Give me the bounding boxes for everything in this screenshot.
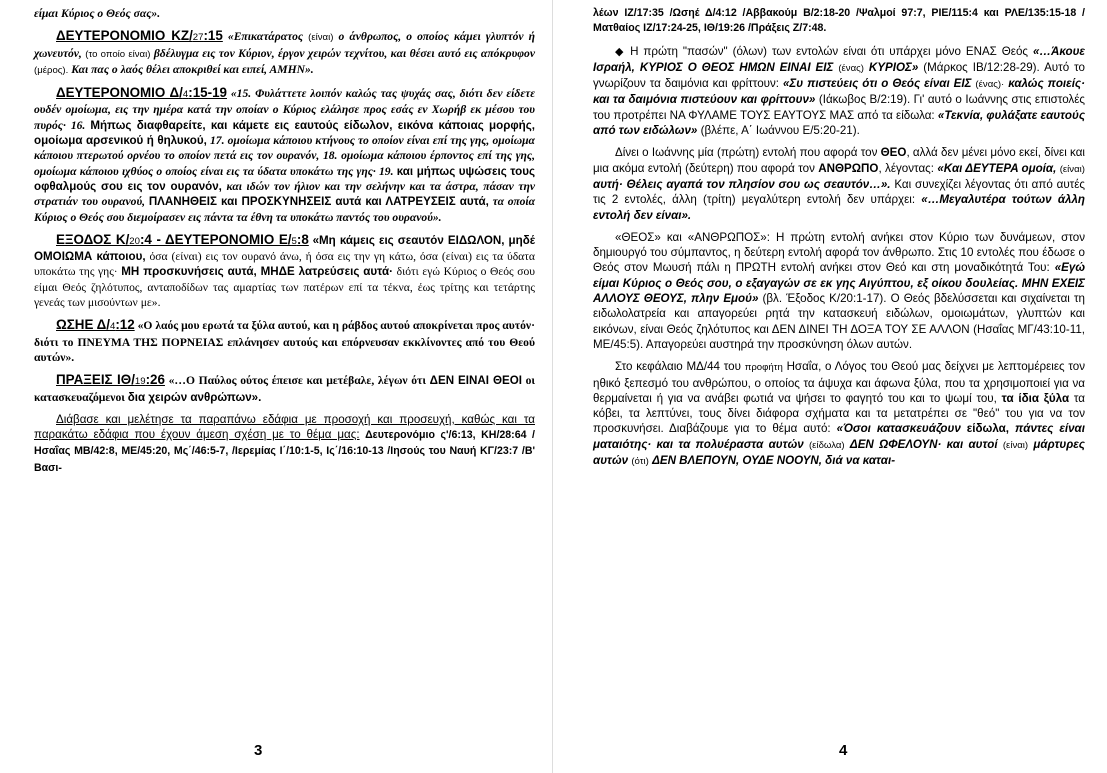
left-paragraph-6: Διάβασε και μελέτησε τα παραπάνω εδάφια με προσοχή και προσευχή, καθώς και τα παρακάτω εδάφια που έχουν άμεση σχέση με το θέμα μας: Δευτερονόμιο ς'/6:13, ΚΗ/28:64 /Ησαΐας ΜΒ/42:8, ΜΕ/45:20, Μς΄/46:5-7, /Ιερεμίας Ι΄/10:1-5, Ις΄/16:10-13 /Ιησούς του Ναυή ΚΓ/23:7 /Β' Βασι-: [34, 412, 535, 474]
right-paragraph-3: «ΘΕΟΣ» και «ΑΝΘΡΩΠΟΣ»: Η πρώτη εντολή ανήκει στον Κύριο των δυνάμεων, στον δημιουργό του σύμπαντος, η δεύτερη εντολή αφορά τον άνθρωπο. Στις 10 εντολές που έδωσε ο Θεός στον Μωυσή πάλι η ΠΡΩΤΗ εντολή ανήκει στον Θεό και στη μοναδικότητά Του: «Εγώ είμαι Κύριος ο Θεός σου, ο εξαγαγών σε εκ γης Αιγύπτου, εξ οίκου δουλείας. ΜΗΝ ΕΧΕΙΣ ΑΛΛΟΥΣ ΘΕΟΥΣ, πλην Εμού» (βλ. Έξοδος Κ/20:1-17). Ο Θεός βδελύσσεται και σιχαίνεται τη ειδωλολατρεία και απαγορεύει ρητά την κατασκευή ειδώλων, ομοιωμάτων, γλυπτών και εικόνων, είναι Θεός ζηλότυπος και ΔΕΝ ΔΙΝΕΙ ΤΗ ΔΟΞΑ ΤΟΥ ΣΕ ΑΛΛΟΝ (Ησαΐας ΜΓ/43:10-11, ΜΕ/45:5). Απαγορεύει αυστηρά την προσκύνηση όλων αυτών.: [593, 230, 1085, 351]
page-number-right: 4: [839, 742, 848, 759]
left-paragraph-5: ΠΡΑΞΕΙΣ ΙΘ/19:26 «…Ο Παύλος ούτος έπεισε και μετέβαλε, λέγων ότι ΔΕΝ ΕΙΝΑΙ ΘΕΟΙ οι κατασκευαζόμενοι δια χειρών ανθρώπων».: [34, 372, 535, 404]
right-paragraph-4: Στο κεφάλαιο ΜΔ/44 του προφήτη Ησαΐα, ο Λόγος του Θεού μας δείχνει με λεπτομέρειες τον ηθικό ξεπεσμό του ανθρώπου, ο οποίος τα άψυχα και άφωνα ξύλα, που τα χρησιμοποιεί για να θερμαίνεται ή για να ανάβει φωτιά να ψήσει το φαγητό του και το ψωμί του, τα ίδια ξύλα τα κόβει, τα λεπτύνει, τους δίνει διάφορα σχήματα και τα μετατρέπει σε "θεό" του για να τον προσκυνήσει. Διαβάζουμε για το θέμα αυτό: «Όσοι κατασκευάζουν είδωλα, πάντες είναι ματαιότης· και τα πολυέραστα αυτών (είδωλα) ΔΕΝ ΩΦΕΛΟΥΝ· και αυτοί (είναι) μάρτυρες αυτών (ότι) ΔΕΝ ΒΛΕΠΟΥΝ, ΟΥΔΕ ΝΟΟΥΝ, διά να καται-: [593, 360, 1085, 468]
right-top-line: λέων ΙΖ/17:35 /Ωσηέ Δ/4:12 /Αββακούμ Β/2:18-20 /Ψαλμοί 97:7, ΡΙΕ/115:4 και ΡΛΕ/135:15-18 /Ματθαίος ΙΖ/17:24-25, ΙΘ/19:26 /Πράξεις Ζ/7:48.: [593, 7, 1085, 35]
diamond-bullet-icon: ◆: [615, 45, 626, 58]
left-paragraph-3: ΕΞΟΔΟΣ Κ/20:4 - ΔΕΥΤΕΡΟΝΟΜΙΟ Ε/5:8 «Μη κάμεις εις σεαυτόν ΕΙΔΩΛΟΝ, μηδέ ΟΜΟΙΩΜΑ κάποιου, όσα (είναι) εις τον ουρανό άνω, ή όσα εις την γη κάτω, όσα (είναι) εις τα ύδατα υποκάτω της γης· ΜΗ προσκυνήσεις αυτά, ΜΗΔΕ λατρεύσεις αυτά· διότι εγώ Κύριος ο Θεός σου είμαι Θεός ζηλότυπος, ανταποδίδων τας αμαρτίας των πατέρων επί τα τέκνα, έως τρίτης και τετάρτης γενεάς των μισούντων με».: [34, 231, 536, 310]
left-top-line: είμαι Κύριος ο Θεός σας».: [34, 7, 161, 20]
left-heading-4: ΩΣΗΕ Δ/4:12: [56, 317, 135, 333]
left-heading-2: ΔΕΥΤΕΡΟΝΟΜΙΟ Δ/4:15-19: [56, 85, 227, 101]
left-paragraph-2: ΔΕΥΤΕΡΟΝΟΜΙΟ Δ/4:15-19 «15. Φυλάττετε λοιπόν καλώς τας ψυχάς σας, διότι δεν είδετε ουδέν ομοίωμα, εις την ημέρα κατά την οποίαν ο Κύριος ελάλησε προς εσάς εν Χωρήβ εκ μέσου του πυρός· 16. Μήπως διαφθαρείτε, και κάμετε εις εαυτούς είδωλον, εικόνα κάποιας μορφής, ομοίωμα αρσενικού ή θηλυκού, 17. ομοίωμα κάποιου κτήνους το οποίον είναι επί της γης, ομοίωμα κάποιου πτερωτού ορνέου το οποίον πετά εις τον ουρανόν, 18. ομοίωμα κάποιου έρποντος επί της γης, ομοίωμα κάποιου ιχθύος ο οποίος είναι εις τα ύδατα υποκάτω της γης· 19. και μήπως υψώσεις τους οφθαλμούς σου εις τον ουρανόν, και ιδών τον ήλιον και την σελήνην και τα άστρα, πάσαν την στρατιάν του ουρανού, ΠΛΑΝΗΘΕΙΣ και ΠΡΟΣΚΥΝΗΣΕΙΣ αυτά και ΛΑΤΡΕΥΣΕΙΣ αυτά, τα οποία Κύριος ο Θεός σου διεμοίρασεν εις πάντα τα έθνη τα υποκάτω παντός του ουρανού».: [34, 85, 536, 224]
page-right: [553, 0, 1107, 773]
left-heading-1: ΔΕΥΤΕΡΟΝΟΜΙΟ ΚΖ/27:15: [56, 28, 223, 44]
right-paragraph-2: Δίνει ο Ιωάννης μία (πρώτη) εντολή που αφορά τον ΘΕΟ, αλλά δεν μένει μόνο εκεί, δίνει και μια ακόμα εντολή (δεύτερη) που αφορά τον ΑΝΘΡΩΠΟ, λέγοντας: «Και ΔΕΥΤΕΡΑ ομοία, (είναι) αυτή· Θέλεις αγαπά τον πλησίον σου ως σεαυτόν…». Και συνεχίζει λέγοντας ότι από αυτές τις 2 εντολές, άλλη (τρίτη) μεγαλύτερη εντολή δεν υπάρχει: «…Μεγαλυτέρα τούτων άλλη εντολή δεν είναι».: [593, 146, 1085, 222]
left-paragraph-4: ΩΣΗΕ Δ/4:12 «Ο λαός μου ερωτά τα ξύλα αυτού, και η ράβδος αυτού αποκρίνεται προς αυτόν· διότι το ΠΝΕΥΜΑ ΤΗΣ ΠΟΡΝΕΙΑΣ επλάνησεν αυτούς και επόρνευσαν εκκλίνοντες από του Θεού αυτών».: [34, 317, 535, 364]
left-heading-3: ΕΞΟΔΟΣ Κ/20:4 - ΔΕΥΤΕΡΟΝΟΜΙΟ Ε/5:8: [56, 231, 309, 247]
page-left: [0, 0, 553, 773]
left-heading-5: ΠΡΑΞΕΙΣ ΙΘ/19:26: [56, 372, 165, 388]
left-paragraph-1: ΔΕΥΤΕΡΟΝΟΜΙΟ ΚΖ/27:15 «Επικατάρατος (είναι) ο άνθρωπος, ο οποίος κάμει γλυπτόν ή χωνευτόν, (το οποίο είναι) βδέλυγμα εις τον Κύριον, έργον χειρών τεχνίτου, και θέσει αυτό εις απόκρυφον (μέρος). Και πας ο λαός θέλει αποκριθεί και ειπεί, ΑΜΗΝ».: [34, 28, 535, 76]
right-paragraph-1: ◆ Η πρώτη "πασών" (όλων) των εντολών είναι ότι υπάρχει μόνο ΕΝΑΣ Θεός «…Άκουε Ισραήλ, ΚΥΡΙΟΣ Ο ΘΕΟΣ ΗΜΩΝ ΕΙΝΑΙ ΕΙΣ (ένας) ΚΥΡΙΟΣ» (Μάρκος ΙΒ/12:28-29). Αυτό το γνωρίζουν τα δαιμόνια και φρίττουν: «Συ πιστεύεις ότι ο Θεός είναι ΕΙΣ (ένας)· καλώς ποιείς· και τα δαιμόνια πιστεύουν και φρίττουν» (Ιάκωβος Β/2:19). Γι' αυτό ο Ιωάννης στις επιστολές του προτρέπει ΝΑ ΦΥΛΑΜΕ ΤΟΥΣ ΕΑΥΤΟΥΣ ΜΑΣ από τα είδωλα: «Τεκνία, φυλάξατε εαυτούς από των ειδώλων» (βλέπε, Α΄ Ιωάννου Ε/5:20-21).: [593, 44, 1085, 138]
page-number-left: 3: [254, 742, 263, 759]
